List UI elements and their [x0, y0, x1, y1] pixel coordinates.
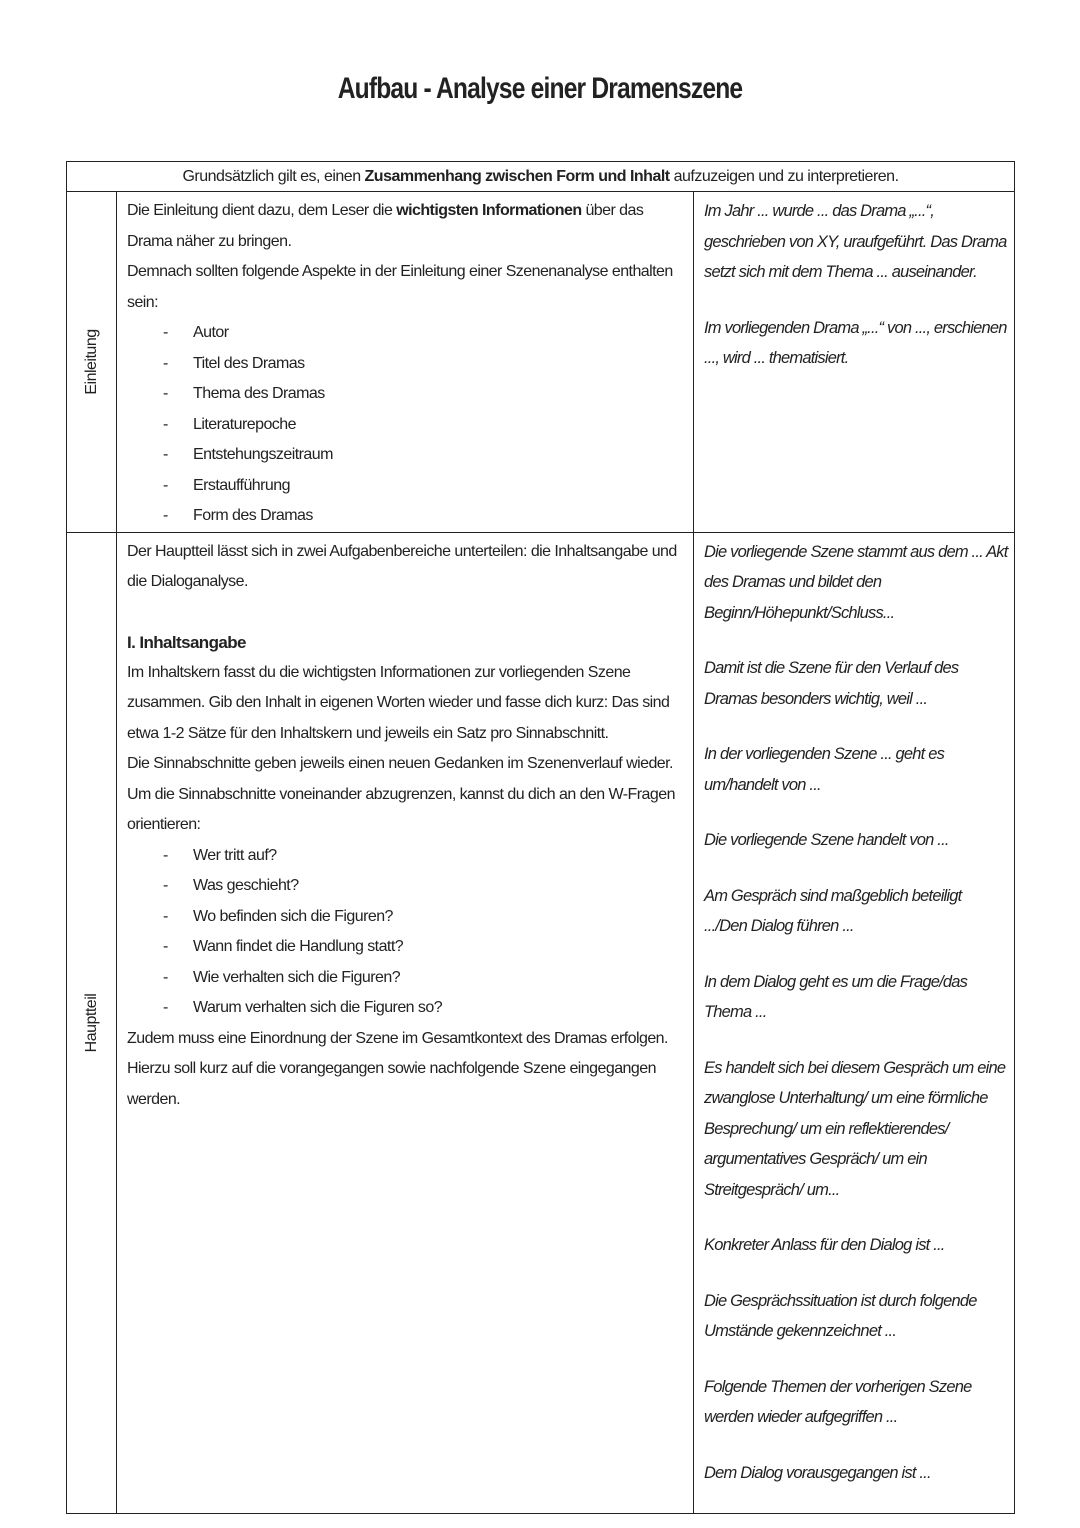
page-title: Aufbau - Analyse einer Dramenszene: [337, 72, 743, 105]
list-item-text: Wer tritt auf?: [193, 846, 277, 864]
example-phrase: Damit ist die Szene für den Verlauf des Dramas besonders wichtig, weil ...: [704, 659, 959, 708]
list-item: [127, 410, 687, 441]
list-item: [127, 963, 687, 994]
list-item-text: Warum verhalten sich die Figuren so?: [193, 999, 443, 1016]
example-phrase: Die vorliegende Szene stammt aus dem ... Akt des Dramas und bildet den Beginn/Höhepunkt/Schluss...: [704, 542, 1008, 622]
list-item: [127, 379, 687, 410]
intro-text-end: aufzuzeigen und zu interpretieren.: [669, 168, 899, 185]
list-item: [127, 349, 687, 380]
einleitung-label: Einleitung: [82, 329, 100, 395]
list-item: [127, 471, 687, 502]
intro-bold: Zusammenhang zwischen Form und Inhalt: [364, 168, 670, 185]
hauptteil-description: [117, 532, 694, 1514]
einleitung-examples: [694, 192, 1015, 533]
list-item: [127, 501, 687, 532]
list-item-text: Was geschieht?: [193, 877, 299, 894]
example-phrase: In der vorliegenden Szene ... geht es um/handelt von ...: [704, 745, 945, 794]
list-item-text: Entstehungszeitraum: [193, 446, 333, 463]
example-phrase: Folgende Themen der vorherigen Szene werden wieder aufgegriffen ...: [704, 1377, 972, 1426]
einleitung-label-cell: [67, 192, 117, 533]
example-phrase: Die Gesprächssituation ist durch folgende Umstände gekennzeichnet ...: [704, 1291, 977, 1340]
list-item: [127, 841, 687, 872]
bold-text: wichtigsten Informationen: [396, 202, 582, 219]
hauptteil-label-cell: [67, 532, 117, 1514]
example-phrase: Im vorliegenden Drama „...“ von ..., erschienen ..., wird ... thematisiert.: [704, 318, 1007, 367]
list-item: [127, 440, 687, 471]
example-phrase: Dem Dialog vorausgegangen ist ...: [704, 1463, 931, 1482]
list-item-text: Thema des Dramas: [193, 385, 325, 402]
w-fragen-list: [127, 841, 687, 1024]
intro-text: Grundsätzlich gilt es, einen: [182, 168, 365, 185]
hauptteil-label: Hauptteil: [82, 993, 100, 1053]
intro-row: [67, 162, 1015, 192]
list-item-text: Erstaufführung: [193, 476, 290, 494]
list-item-text: Literaturepoche: [193, 415, 296, 433]
einleitung-list: [127, 318, 687, 532]
list-item-text: Wo befinden sich die Figuren?: [193, 907, 393, 925]
example-phrase: Es handelt sich bei diesem Gespräch um eine zwanglose Unterhaltung/ um eine förmliche Besprechung/ um ein reflektierendes/ argumentatives Gespräch/ um ein Streitgespräch/ um...: [704, 1058, 1006, 1199]
hauptteil-p4: Zudem muss eine Einordnung der Szene im Gesamtkontext des Dramas erfolgen. Hierzu soll kurz auf die vorangegangen sowie nachfolgende Szene eingegangen werden.: [127, 1029, 668, 1108]
example-phrase: Am Gespräch sind maßgeblich beteiligt .../Den Dialog führen ...: [704, 886, 962, 935]
hauptteil-examples: [694, 532, 1015, 1514]
structure-table: [66, 161, 1015, 1514]
list-item: [127, 871, 687, 902]
list-item: [127, 993, 687, 1024]
inhaltsangabe-heading: I. Inhaltsangabe: [127, 632, 246, 652]
example-phrase: Die vorliegende Szene handelt von ...: [704, 831, 949, 849]
example-phrase: Konkreter Anlass für den Dialog ist ...: [704, 1236, 945, 1254]
text: Die Einleitung dient dazu, dem Leser die: [127, 202, 397, 219]
list-item-text: Titel des Dramas: [193, 354, 305, 372]
list-item: [127, 318, 687, 349]
list-item-text: Wann findet die Handlung statt?: [193, 938, 404, 955]
hauptteil-p1: Der Hauptteil lässt sich in zwei Aufgabenbereiche unterteilen: die Inhaltsangabe und die Dialoganalyse.: [127, 542, 677, 590]
example-phrase: Im Jahr ... wurde ... das Drama „...“, geschrieben von XY, uraufgeführt. Das Drama setzt sich mit dem Thema ... auseinander.: [704, 202, 1007, 281]
list-item-text: Autor: [193, 324, 229, 341]
list-item: [127, 932, 687, 963]
list-item-text: Form des Dramas: [193, 507, 313, 524]
einleitung-p2: Demnach sollten folgende Aspekte in der Einleitung einer Szenenanalyse enthalten sein:: [127, 263, 673, 311]
example-phrase: In dem Dialog geht es um die Frage/das Thema ...: [704, 972, 968, 1021]
list-item-text: Wie verhalten sich die Figuren?: [193, 968, 401, 986]
hauptteil-p3: Die Sinnabschnitte geben jeweils einen neuen Gedanken im Szenenverlauf wieder. Um die Sinnabschnitte voneinander abzugrenzen, kannst du dich an den W-Fragen orientieren:: [127, 755, 675, 833]
list-item: [127, 902, 687, 933]
einleitung-description: [117, 192, 694, 533]
hauptteil-p2: Im Inhaltskern fasst du die wichtigsten Informationen zur vorliegenden Szene zusammen. Gib den Inhalt in eigenen Worten wieder und fasse dich kurz: Das sind etwa 1-2 Sätze für den Inhaltskern und jeweils ein Satz pro Sinnabschnitt.: [127, 663, 670, 742]
einleitung-p1: [127, 196, 687, 257]
text: über das Drama näher zu bringen.: [127, 202, 644, 250]
